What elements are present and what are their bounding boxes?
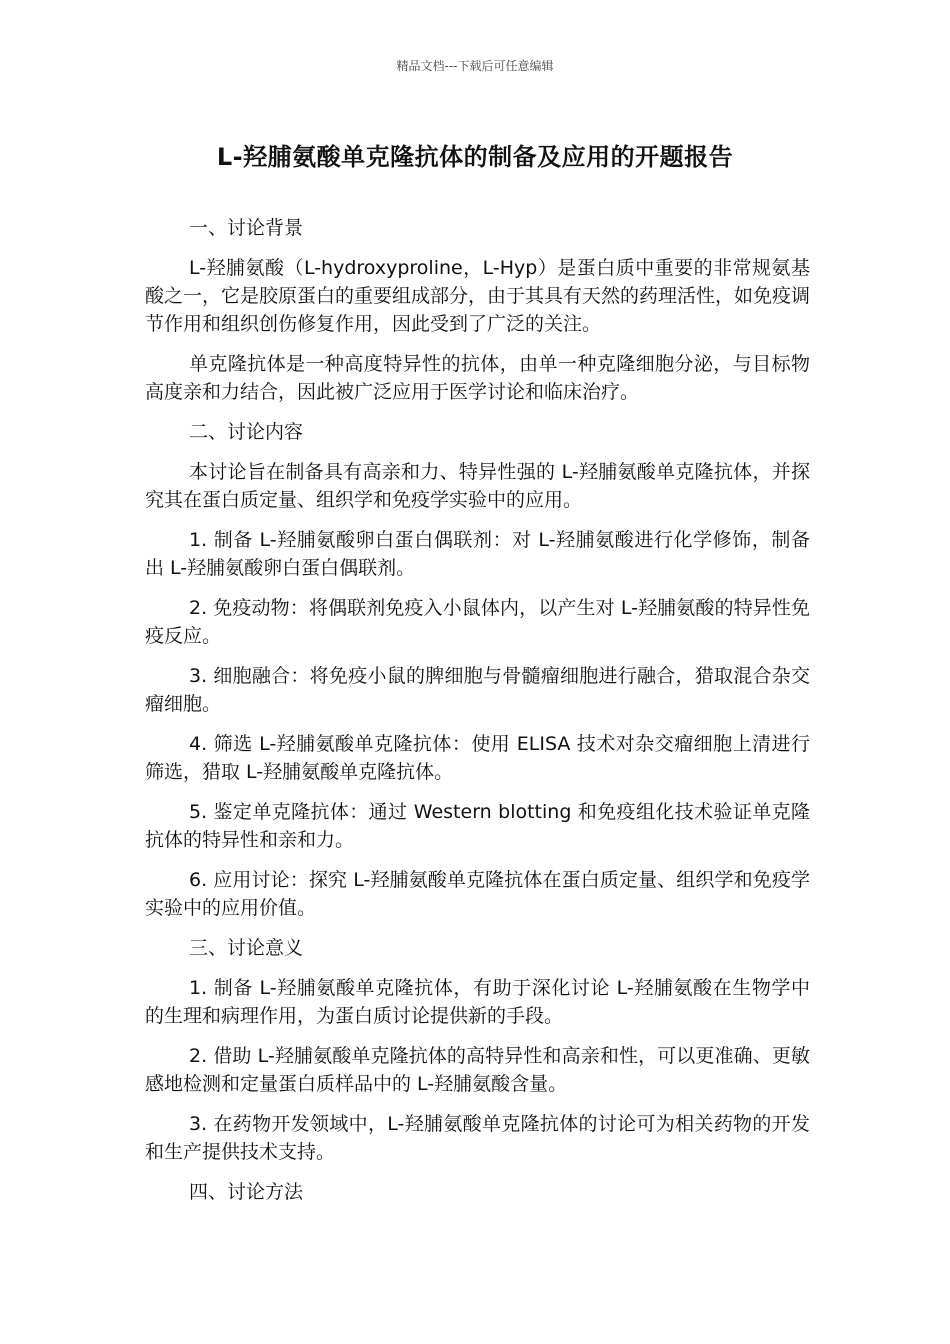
page-header: 精品文档---下载后可任意编辑 <box>396 59 554 73</box>
list-item: 4. 筛选 L-羟脯氨酸单克隆抗体：使用 ELISA 技术对杂交瘤细胞上清进行筛选，猎取 L-羟脯氨酸单克隆抗体。 <box>145 733 810 783</box>
list-item: 2. 借助 L-羟脯氨酸单克隆抗体的高特异性和高亲和性，可以更准确、更敏感地检测和定量蛋白质样品中的 L-羟脯氨酸含量。 <box>145 1045 810 1095</box>
list-item: 5. 鉴定单克隆抗体：通过 Western blotting 和免疫组化技术验证单克隆抗体的特异性和亲和力。 <box>145 801 810 851</box>
document-body <box>145 214 810 1218</box>
paragraph: 单克隆抗体是一种高度特异性的抗体，由单一种克隆细胞分泌，与目标物高度亲和力结合，因此被广泛应用于医学讨论和临床治疗。 <box>145 353 810 403</box>
list-item: 1. 制备 L-羟脯氨酸单克隆抗体，有助于深化讨论 L-羟脯氨酸在生物学中的生理和病理作用，为蛋白质讨论提供新的手段。 <box>145 977 810 1027</box>
list-item: 3. 在药物开发领域中，L-羟脯氨酸单克隆抗体的讨论可为相关药物的开发和生产提供技术支持。 <box>145 1113 810 1163</box>
paragraph: 本讨论旨在制备具有高亲和力、特异性强的 L-羟脯氨酸单克隆抗体，并探究其在蛋白质定量、组织学和免疫学实验中的应用。 <box>145 461 810 511</box>
list-item: 2. 免疫动物：将偶联剂免疫入小鼠体内，以产生对 L-羟脯氨酸的特异性免疫反应。 <box>145 597 810 647</box>
section-heading-background: 一、讨论背景 <box>189 217 304 239</box>
section-heading-significance: 三、讨论意义 <box>189 937 304 959</box>
list-item: 1. 制备 L-羟脯氨酸卵白蛋白偶联剂：对 L-羟脯氨酸进行化学修饰，制备出 L-羟脯氨酸卵白蛋白偶联剂。 <box>145 529 810 579</box>
document-title: L-羟脯氨酸单克隆抗体的制备及应用的开题报告 <box>216 143 734 171</box>
list-item: 6. 应用讨论：探究 L-羟脯氨酸单克隆抗体在蛋白质定量、组织学和免疫学实验中的应用价值。 <box>145 869 810 919</box>
list-item: 3. 细胞融合：将免疫小鼠的脾细胞与骨髓瘤细胞进行融合，猎取混合杂交瘤细胞。 <box>145 665 810 715</box>
section-heading-content: 二、讨论内容 <box>189 421 304 443</box>
section-heading-methods: 四、讨论方法 <box>189 1181 304 1203</box>
paragraph: L-羟脯氨酸（L-hydroxyproline，L-Hyp）是蛋白质中重要的非常规氨基酸之一，它是胶原蛋白的重要组成部分，由于其具有天然的药理活性，如免疫调节作用和组织创伤修复作用，因此受到了广泛的关注。 <box>145 257 811 335</box>
